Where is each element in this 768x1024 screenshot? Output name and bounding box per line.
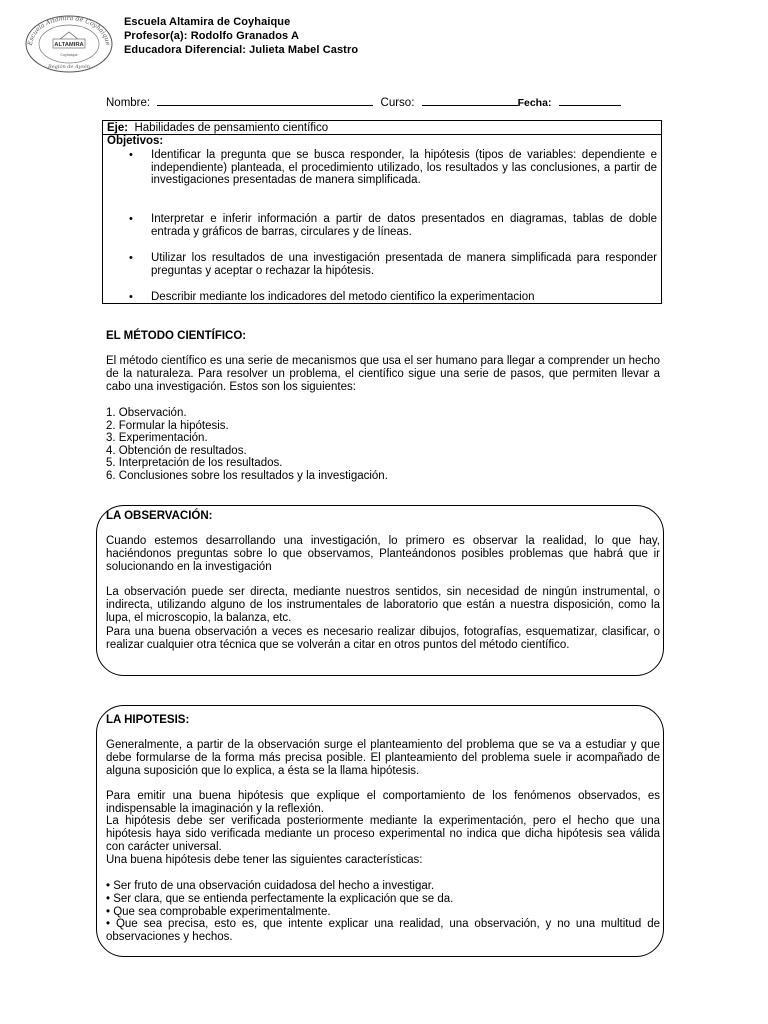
- fecha-label: Fecha:: [517, 97, 552, 109]
- list-item: • Ser fruto de una observación cuidadosa del hecho a investigar.: [106, 880, 435, 892]
- metodo-intro: El método científico es una serie de mecanismos que usa el ser humano para llegar a comprender un hecho de la naturaleza. Para resolver un problema, el científico sigue una serie de pasos, que permiten llevar a cabo una investigación. Estos son los siguientes:: [106, 355, 660, 393]
- hipotesis-paragraph: Para emitir una buena hipótesis que explique el comportamiento de los fenómenos observados, es indispensable la imaginación y la reflexión.: [106, 790, 660, 815]
- eje-label: Eje:: [107, 122, 129, 134]
- list-item: • Que sea comprobable experimentalmente.: [106, 905, 331, 918]
- list-item: 1. Observación.: [106, 407, 187, 419]
- objective-item: • Interpretar e inferir información a partir de datos presentados en diagramas, tablas de doble entrada y gráficos de barras, circulares y de líneas.: [129, 213, 657, 238]
- observacion-paragraph: La observación puede ser directa, mediante nuestros sentidos, sin necesidad de ningún instrumental, o indirecta, utilizando alguno de los instrumentales de laboratorio que están a nuestra disposición, como la lupa, el microscopio, la balanza, etc.: [106, 586, 660, 624]
- list-item: 2. Formular la hipótesis.: [106, 419, 229, 432]
- metodo-title: EL MÉTODO CIENTÍFICO:: [106, 330, 247, 342]
- objectives-box: [102, 120, 662, 304]
- logo-name: ALTAMIRA: [54, 42, 84, 48]
- list-item: • Ser clara, que se entienda perfectamente la explicación que se da.: [106, 892, 454, 905]
- nombre-field[interactable]: [157, 96, 373, 106]
- logo-city: Coyhaique: [60, 53, 78, 57]
- school-logo: [24, 14, 114, 74]
- list-item: 6. Conclusiones sobre los resultados y la investigación.: [106, 469, 388, 482]
- eje-row: [103, 121, 661, 135]
- fecha-field[interactable]: [559, 96, 621, 106]
- objetivos-label: Objetivos:: [107, 135, 164, 147]
- observacion-paragraph: Cuando estemos desarrollando una investigación, lo primero es observar la realidad, lo que hay, haciéndonos preguntas sobre lo que observamos, Planteándonos posibles problemas que habrá que ir solucionando en la investigación: [106, 535, 660, 573]
- objective-item: • Describir mediante los indicadores del metodo cientifico la experimentacion: [129, 291, 535, 303]
- observacion-paragraph: Para una buena observación a veces es necesario realizar dibujos, fotografías, esquematizar, clasificar, o realizar cualquier otra técnica que se volverán a citar en otros puntos del método científico.: [106, 626, 660, 651]
- objective-item: • Identificar la pregunta que se busca responder, la hipótesis (tipos de variables: dependiente e independiente) planteada, el procedimiento utilizado, los resultados y las conclusiones, a partir de investigaciones presentadas de manera simplificada.: [129, 149, 657, 187]
- teacher-name: Profesor(a): Rodolfo Granados A: [124, 30, 300, 42]
- metodo-steps-list: [106, 407, 388, 483]
- hipotesis-title: LA HIPOTESIS:: [106, 714, 190, 726]
- curso-label: Curso:: [380, 97, 415, 109]
- student-info-row: [106, 96, 621, 109]
- bullet-icon: •: [129, 291, 133, 303]
- logo-arc-text: Escuela Altamira de Coyhaique: [26, 14, 112, 46]
- hipotesis-bullet-list: [106, 880, 660, 944]
- observacion-title: LA OBSERVACIÓN:: [106, 510, 213, 522]
- logo-region: Región de Aysén: [47, 64, 91, 70]
- list-item: 5. Interpretación de los resultados.: [106, 457, 283, 470]
- list-item: 4. Obtención de resultados.: [106, 444, 247, 457]
- nombre-label: Nombre:: [106, 97, 151, 109]
- hipotesis-paragraph: Generalmente, a partir de la observación surge el planteamiento del problema que se va a estudiar y que debe formularse de la forma más precisa posible. El planteamiento del problema suele ir acompañado de alguna suposición que lo explica, a ésta se la llama hipótesis.: [106, 739, 660, 777]
- bullet-icon: •: [129, 252, 133, 264]
- educator-name: Educadora Diferencial: Julieta Mabel Castro: [124, 44, 359, 56]
- hipotesis-paragraph: La hipótesis debe ser verificada posteriormente mediante la experimentación, pero el hecho que una hipótesis haya sido verificada mediante un proceso experimental no indica que dicha hipótesis sea válida con carácter universal.: [106, 815, 660, 853]
- list-item: • Que sea precisa, esto es, que intente explicar una realidad, una observación, y no una multitud de observaciones y hechos.: [106, 918, 660, 944]
- bullet-icon: •: [129, 213, 133, 225]
- eje-value: Habilidades de pensamiento científico: [134, 122, 329, 134]
- objective-item: • Utilizar los resultados de una investigación presentada de manera simplificada para responder preguntas y aceptar o rechazar la hipótesis.: [129, 252, 657, 277]
- list-item: 3. Experimentación.: [106, 432, 208, 445]
- curso-field[interactable]: [422, 96, 518, 106]
- bullet-icon: •: [129, 149, 133, 161]
- hipotesis-paragraph: Una buena hipótesis debe tener las siguientes características:: [106, 854, 423, 866]
- school-name: Escuela Altamira de Coyhaique: [124, 16, 291, 28]
